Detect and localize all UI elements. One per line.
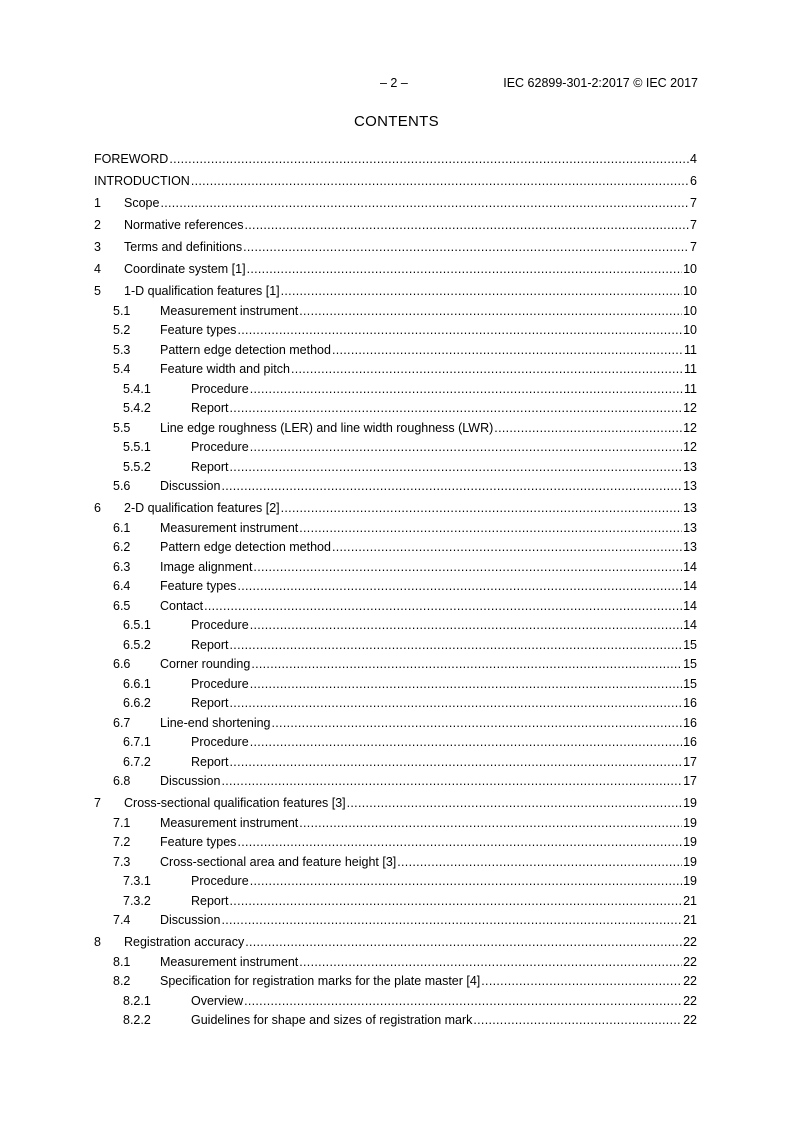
toc-dot-leader — [332, 540, 682, 555]
toc-dot-leader — [230, 696, 683, 711]
toc-entry-number: 6.5.1 — [123, 618, 151, 632]
toc-entry[interactable] — [94, 750, 697, 770]
toc-entry-number: 6.6.1 — [123, 676, 151, 691]
toc-dot-leader — [299, 816, 682, 831]
toc-entry-number: 8 — [94, 935, 101, 949]
contents-title: CONTENTS — [354, 113, 439, 130]
toc-entry-title: Discussion — [160, 774, 221, 788]
toc-entry[interactable] — [94, 516, 697, 536]
toc-entry-number: 7.3.1 — [123, 874, 151, 888]
toc-entry-number: 5.1 — [113, 303, 131, 318]
toc-entry-number: 6.1 — [113, 520, 131, 535]
toc-entry[interactable] — [94, 145, 697, 167]
toc-entry-title: Feature width and pitch — [160, 362, 290, 376]
toc-dot-leader — [221, 774, 682, 789]
toc-entry[interactable] — [94, 233, 697, 255]
toc-entry[interactable] — [94, 614, 697, 634]
toc-entry-page: 7 — [690, 196, 697, 210]
toc-dot-leader — [237, 835, 682, 850]
toc-dot-leader — [243, 240, 689, 255]
toc-entry-page: 16 — [683, 696, 697, 710]
toc-dot-leader — [237, 579, 682, 594]
toc-entry-number: 5.4 — [113, 362, 131, 376]
toc-entry-page: 10 — [683, 262, 697, 276]
toc-entry-title: Discussion — [160, 479, 221, 493]
toc-entry-number: 5.6 — [113, 479, 131, 493]
toc-entry[interactable] — [94, 555, 697, 575]
toc-entry-title: Measurement instrument — [160, 954, 299, 969]
toc-entry-title: Coordinate system [1] — [124, 262, 246, 276]
toc-entry[interactable] — [94, 475, 697, 495]
toc-dot-leader — [250, 618, 682, 633]
toc-entry-title: Normative references — [124, 218, 244, 232]
toc-entry-page: 22 — [683, 935, 697, 949]
toc-entry-page: 13 — [683, 540, 697, 554]
toc-entry-page: 15 — [683, 657, 697, 671]
toc-entry-title: Procedure — [191, 676, 249, 691]
toc-entry-title: FOREWORD — [94, 152, 169, 166]
toc-entry[interactable] — [94, 319, 697, 339]
toc-entry[interactable] — [94, 731, 697, 751]
toc-entry-page: 19 — [683, 874, 697, 888]
toc-entry[interactable] — [94, 594, 697, 614]
toc-entry-page: 14 — [683, 559, 697, 574]
toc-dot-leader — [230, 894, 683, 909]
toc-entry-page: 17 — [683, 754, 697, 769]
toc-entry[interactable] — [94, 1009, 697, 1029]
toc-entry-number: 2 — [94, 218, 101, 232]
toc-entry-page: 10 — [683, 284, 697, 298]
toc-dot-leader — [473, 1013, 682, 1028]
toc-dot-leader — [230, 401, 683, 416]
toc-entry-page: 11 — [684, 342, 697, 357]
toc-dot-leader — [272, 716, 683, 731]
toc-entry-number: 7.3 — [113, 854, 131, 869]
toc-dot-leader — [250, 735, 682, 750]
toc-entry-title: Specification for registration marks for the plate master [4] — [160, 974, 481, 988]
toc-entry-title: Cross-sectional area and feature height [3] — [160, 854, 397, 869]
toc-dot-leader — [332, 343, 683, 358]
toc-entry-title: Report — [191, 637, 229, 652]
toc-entry-title: Line-end shortening — [160, 715, 271, 730]
toc-entry[interactable] — [94, 189, 697, 211]
toc-entry-title: Report — [191, 459, 229, 474]
toc-dot-leader — [281, 284, 682, 299]
toc-entry-page: 19 — [683, 835, 697, 849]
toc-entry-title: Terms and definitions — [124, 240, 243, 254]
toc-entry-page: 7 — [690, 218, 697, 232]
toc-entry-page: 14 — [683, 618, 697, 632]
toc-entry-page: 15 — [683, 676, 697, 691]
toc-entry[interactable] — [94, 989, 697, 1009]
toc-entry[interactable] — [94, 338, 697, 358]
toc-entry[interactable] — [94, 711, 697, 731]
toc-entry-title: Feature types — [160, 579, 237, 593]
toc-dot-leader — [221, 479, 682, 494]
toc-dot-leader — [237, 323, 682, 338]
toc-dot-leader — [250, 874, 682, 889]
toc-entry-title: Image alignment — [160, 559, 253, 574]
toc-entry[interactable] — [94, 255, 697, 277]
toc-entry-number: 6.5.2 — [123, 637, 151, 652]
toc-entry-page: 13 — [683, 479, 697, 493]
toc-entry-number: 5.4.2 — [123, 401, 151, 415]
toc-dot-leader — [244, 994, 682, 1009]
toc-entry-title: Procedure — [191, 440, 249, 454]
toc-entry-page: 13 — [683, 459, 697, 474]
toc-entry-page: 4 — [690, 152, 697, 166]
toc-entry-page: 12 — [683, 401, 697, 415]
toc-entry-number: 5 — [94, 284, 101, 298]
toc-entry[interactable] — [94, 889, 697, 909]
toc-entry-number: 1 — [94, 196, 101, 210]
toc-entry[interactable] — [94, 397, 697, 417]
toc-entry-number: 6.6 — [113, 657, 131, 671]
toc-entry-number: 6 — [94, 501, 101, 515]
toc-entry-number: 8.1 — [113, 954, 131, 969]
toc-dot-leader — [250, 382, 683, 397]
toc-entry-page: 13 — [683, 520, 697, 535]
toc-dot-leader — [481, 974, 682, 989]
toc-entry[interactable] — [94, 770, 697, 790]
page-header — [0, 76, 793, 92]
toc-entry-page: 22 — [683, 1013, 697, 1027]
toc-entry-number: 7.4 — [113, 913, 131, 927]
toc-entry-title: Pattern edge detection method — [160, 540, 331, 554]
toc-entry-title: Corner rounding — [160, 657, 251, 671]
toc-dot-leader — [281, 501, 682, 516]
toc-entry-title: Contact — [160, 598, 204, 613]
toc-dot-leader — [230, 755, 683, 770]
toc-entry[interactable] — [94, 211, 697, 233]
toc-entry[interactable] — [94, 811, 697, 831]
toc-entry[interactable] — [94, 928, 697, 950]
toc-entry[interactable] — [94, 436, 697, 456]
toc-entry-page: 12 — [683, 420, 697, 435]
toc-entry-title: Report — [191, 696, 229, 710]
toc-dot-leader — [299, 955, 682, 970]
standard-reference: IEC 62899-301-2:2017 © IEC 2017 — [503, 76, 698, 90]
toc-entry-number: 6.6.2 — [123, 696, 151, 710]
toc-entry-title: Registration accuracy — [124, 935, 245, 949]
toc-dot-leader — [347, 796, 682, 811]
toc-entry-title: Cross-sectional qualification features [3] — [124, 796, 346, 810]
toc-entry-title: Measurement instrument — [160, 520, 299, 535]
toc-entry-page: 14 — [683, 579, 697, 593]
toc-dot-leader — [250, 440, 682, 455]
toc-entry-number: 7.1 — [113, 815, 131, 830]
toc-entry-number: 6.7 — [113, 715, 131, 730]
toc-entry[interactable] — [94, 536, 697, 556]
toc-entry-number: 5.5 — [113, 420, 131, 435]
toc-entry[interactable] — [94, 416, 697, 436]
toc-entry-page: 21 — [683, 893, 697, 908]
toc-entry-page: 22 — [683, 974, 697, 988]
toc-entry[interactable] — [94, 633, 697, 653]
toc-entry[interactable] — [94, 653, 697, 673]
toc-entry-title: Measurement instrument — [160, 815, 299, 830]
toc-entry-number: 8.2 — [113, 974, 131, 988]
toc-entry-number: 6.3 — [113, 559, 131, 574]
toc-entry[interactable] — [94, 831, 697, 851]
toc-entry-page: 10 — [683, 303, 697, 318]
toc-entry-page: 19 — [683, 815, 697, 830]
toc-entry-number: 4 — [94, 262, 101, 276]
toc-entry-title: Procedure — [191, 874, 249, 888]
toc-entry-title: Procedure — [191, 735, 249, 749]
toc-entry-number: 7.3.2 — [123, 893, 151, 908]
toc-entry[interactable] — [94, 672, 697, 692]
toc-entry[interactable] — [94, 299, 697, 319]
toc-entry-page: 13 — [683, 501, 697, 515]
toc-entry[interactable] — [94, 455, 697, 475]
toc-entry-title: Feature types — [160, 323, 237, 337]
toc-entry[interactable] — [94, 167, 697, 189]
toc-dot-leader — [221, 913, 682, 928]
toc-dot-leader — [169, 152, 689, 167]
toc-entry[interactable] — [94, 575, 697, 595]
toc-entry-number: 7.2 — [113, 835, 131, 849]
toc-entry[interactable] — [94, 970, 697, 990]
toc-dot-leader — [251, 657, 682, 672]
toc-entry[interactable] — [94, 692, 697, 712]
toc-dot-leader — [191, 174, 689, 189]
toc-entry-number: 6.7.1 — [123, 735, 151, 749]
toc-dot-leader — [291, 362, 683, 377]
table-of-contents — [94, 145, 697, 1028]
toc-entry-number: 5.5.1 — [123, 440, 151, 454]
toc-entry-title: Report — [191, 754, 229, 769]
toc-entry-title: Scope — [124, 196, 160, 210]
toc-entry-page: 12 — [683, 440, 697, 454]
toc-entry-number: 6.5 — [113, 598, 131, 613]
toc-entry-number: 8.2.1 — [123, 993, 151, 1008]
toc-entry-page: 16 — [683, 735, 697, 749]
toc-entry-title: 1-D qualification features [1] — [124, 284, 280, 298]
toc-entry-page: 22 — [683, 993, 697, 1008]
toc-entry-number: 6.2 — [113, 540, 131, 554]
toc-entry-page: 19 — [683, 854, 697, 869]
toc-dot-leader — [230, 638, 683, 653]
toc-entry-page: 14 — [683, 598, 697, 613]
toc-entry[interactable] — [94, 789, 697, 811]
toc-entry-number: 5.4.1 — [123, 381, 151, 396]
toc-entry-number: 6.7.2 — [123, 754, 151, 769]
toc-entry-page: 11 — [684, 362, 697, 376]
toc-entry-title: Feature types — [160, 835, 237, 849]
page-number: – 2 – — [380, 76, 408, 90]
toc-dot-leader — [494, 421, 682, 436]
toc-dot-leader — [245, 935, 682, 950]
toc-entry-number: 7 — [94, 796, 101, 810]
toc-entry[interactable] — [94, 950, 697, 970]
toc-dot-leader — [230, 460, 683, 475]
toc-entry-number: 5.2 — [113, 323, 131, 337]
toc-entry-page: 16 — [683, 715, 697, 730]
toc-entry[interactable] — [94, 377, 697, 397]
toc-entry-number: 5.5.2 — [123, 459, 151, 474]
toc-entry-title: Procedure — [191, 381, 249, 396]
toc-entry-number: 3 — [94, 240, 101, 254]
toc-dot-leader — [245, 218, 690, 233]
toc-dot-leader — [204, 599, 682, 614]
toc-dot-leader — [250, 677, 682, 692]
toc-entry-number: 8.2.2 — [123, 1013, 151, 1027]
toc-entry-title: 2-D qualification features [2] — [124, 501, 280, 515]
toc-entry-page: 7 — [690, 240, 697, 254]
toc-entry-title: Guidelines for shape and sizes of registration mark — [191, 1013, 473, 1027]
toc-entry-page: 15 — [683, 637, 697, 652]
toc-entry-title: Measurement instrument — [160, 303, 299, 318]
toc-entry[interactable] — [94, 850, 697, 870]
toc-entry[interactable] — [94, 494, 697, 516]
toc-entry-page: 21 — [683, 913, 697, 927]
toc-entry[interactable] — [94, 909, 697, 929]
toc-entry-page: 11 — [684, 381, 697, 396]
toc-entry-title: Pattern edge detection method — [160, 342, 331, 357]
toc-entry[interactable] — [94, 358, 697, 378]
toc-entry-number: 5.3 — [113, 342, 131, 357]
toc-entry-title: INTRODUCTION — [94, 174, 190, 188]
toc-entry-title: Line edge roughness (LER) and line width roughness (LWR) — [160, 420, 494, 435]
toc-entry-title: Discussion — [160, 913, 221, 927]
toc-entry-page: 17 — [683, 774, 697, 788]
toc-dot-leader — [299, 304, 682, 319]
toc-entry-page: 10 — [683, 323, 697, 337]
toc-entry-number: 6.8 — [113, 774, 131, 788]
toc-entry[interactable] — [94, 870, 697, 890]
toc-entry-title: Overview — [191, 993, 244, 1008]
toc-entry[interactable] — [94, 277, 697, 299]
toc-entry-number: 6.4 — [113, 579, 131, 593]
toc-dot-leader — [253, 560, 682, 575]
toc-dot-leader — [397, 855, 682, 870]
toc-entry-title: Report — [191, 401, 229, 415]
toc-entry-page: 19 — [683, 796, 697, 810]
toc-dot-leader — [160, 196, 689, 211]
toc-entry-page: 6 — [690, 174, 697, 188]
toc-entry-title: Report — [191, 893, 229, 908]
toc-entry-page: 22 — [683, 954, 697, 969]
toc-dot-leader — [299, 521, 682, 536]
toc-dot-leader — [247, 262, 683, 277]
toc-entry-title: Procedure — [191, 618, 249, 632]
